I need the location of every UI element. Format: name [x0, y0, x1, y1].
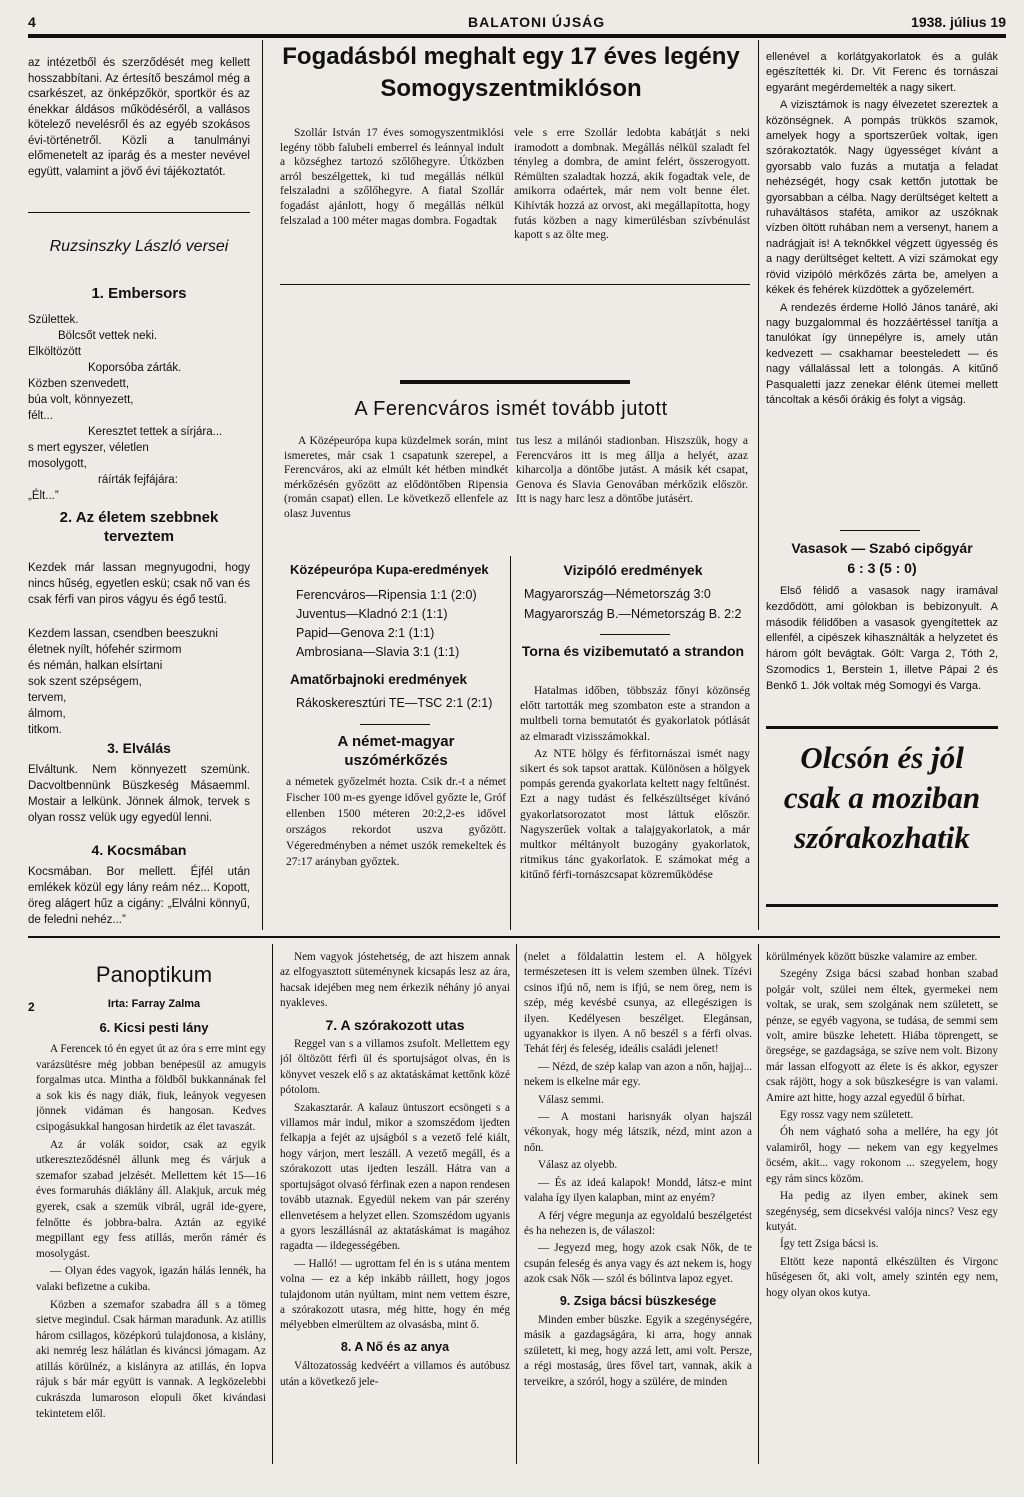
- column-divider: [510, 556, 511, 930]
- poem-line: álmom,: [28, 708, 66, 720]
- poem-line: Elköltözött: [28, 346, 82, 358]
- result-line: Magyarország B.—Németország B. 2:2: [524, 607, 742, 621]
- panoptikum-col-4: körülmények között büszke valamire az ember. Szegény Zsiga bácsi szabad honban szabad polgár volt, szülei nem éltek, gyermekei nem voltak, se urak, sem szolgának nem született, se pénze, se egyéb vagyona, se tudása, de semmi sem volt, amire büszke lehetett. Hiába töprengett, se öregsége, se gazdagsága, se szíve nem volt. Bizony már lassan elfogyott az élete is és akkor, egyszer csak rájött, hogy a sok büszkeségre is van valami. Amire azt hitte, hogy azzal egyedül ő bírhat. Egy rossz vagy nem született. Óh nem vágható soha a mellére, ha egy jót valamiről, hogy — nekem van egy kegyelmes öcsém, akit... vagy rokonom ... szegyelem, hogy egy rám sincs közöm. Ha pedig az ilyen ember, akinek sem szegénység, sem dicsekvési valója nincs? Vesz egy kutyát. Így tett Zsiga bácsi is. Eltött keze napontá elkészülten és Virgonc hűségesen őt, aki volt, amely szintén egy nem, hogy olyan okos kutya.: [766, 951, 998, 1299]
- ferencvaros-headline: A Ferencváros ismét tovább jutott: [354, 398, 668, 420]
- column-divider: [272, 944, 273, 1464]
- column-divider: [758, 944, 759, 1464]
- poem3-text: Elváltunk. Nem könnyezett szemünk. Dacvoltbennünk Büszkeség Másaemml. Mostair a lelkünk. Jönnek álmok, tervek s olyan rossz velük ugy egyedül lenni.: [28, 764, 250, 824]
- chapter-8-title: 8. A Nő és az anya: [340, 1339, 450, 1354]
- poem1-title: 1. Embersors: [91, 285, 187, 302]
- amateur-title: Amatőrbajnoki eredmények: [290, 672, 468, 687]
- chapter-7-title: 7. A szórakozott utas: [325, 1016, 465, 1033]
- top-story-headline: Fogadásból meghalt egy 17 éves legény: [282, 43, 740, 70]
- poem-line: Kezdem lassan, csendben beeszukni: [28, 628, 218, 640]
- divider: [280, 284, 750, 285]
- torna-text: Hatalmas időben, többszáz főnyi közönség előtt tartották meg szombaton este a strandon a multbeli torna bemutatót és gyakorlatok pótlását az elmaradt vizisszámokkal. Az NTE hölgy és férfitornászai ismét nagy sikert és sok tapsot arattak. Különösen a hölgyek pompás gerenda gyakorlata keltett nagy feltűnést. Ezt a nagy tudást és felkészültséget kívánó gyakorlatsorozatot most láttuk először. Nagyszerűek voltak a talajgyakorlatok, a már multkor méltányolt buzogány gyakorlatok, ritmikus tánc gyakorlatok. E számokat még a kitűnő férfi-tornászcsapat közreműködése: [520, 685, 750, 882]
- poem-line: ráírták fejfájára:: [98, 474, 178, 486]
- cinema-ad: [766, 738, 998, 858]
- installment-number: 2: [28, 1000, 35, 1014]
- result-line: Papid—Genova 2:1 (1:1): [296, 626, 435, 640]
- vasas-title: Vasasok — Szabó cipőgyár: [791, 540, 973, 556]
- poem-line: Bölcsőt vettek neki.: [58, 330, 158, 342]
- swim-text: a németek győzelmét hozta. Csik dr.-t a német Fischer 100 m-es gyenge idővel győzte le, Gróf ellenben 1500 méteren 20:2,2-es idővel országos rekordot uszva győzött. Végeredményben a német uszók remekeltek és 27:17 arányban győztek.: [286, 776, 506, 868]
- divider: [840, 530, 920, 531]
- masthead: BALATONI ÚJSÁG: [468, 14, 606, 30]
- ferencvaros-col-2: tus lesz a milánói stadionban. Hiszszük, hogy a Ferencváros itt is meg állja a helyét, azaz kiharcolja a döntőbe jutást. A másik két csapat, Genova és Slavia Genovában mérkőzik először. Itt is nagy harc lesz a döntőbe jutásért.: [516, 435, 748, 506]
- ferencvaros-col-1: A Középeurópa kupa küzdelmek során, mint ismeretes, már csak 1 csapatunk szerepel, a Ferencváros, aki az elmúlt két hétben mindkét mérkőzésén győzött az elődöntőben Ripensia (román csapat) ellen. Le következő ellenfele az olasz Juventus: [284, 435, 508, 520]
- panoptikum-col-3: (nelet a földalattin lestem el. A hölgyek természetesen itt is velem szemben ülnek. Tízévi csinos ifjú nő, nem is ifjú, se nem öreg, nem is szép, még kevésbé csunya, az ellegészigen is ilyen. Kedélyesen beszélget. Elegánsan, ugyanakkor is ilyen. A nő beszél s a férfi olvas. Tehát férj és feleség, ideális családi jelenet! — Nézd, de szép kalap van azon a nőn, hajjaj... nekem is elkelne már egy. Válasz semmi. — A mostani harisnyák olyan hajszál vékonyak, hogy még látszik, nézd, mint azon a nőn. Válasz az olyebb. — És az ideá kalapok! Mondd, látsz-e mint valaha így ilyen kalapban, mint az enyém? A férj végre megunja az egyoldalú beszélgetést és ha nehezen is, de válaszol: — Jegyezd meg, hogy azok csak Nők, de te csupán feleség és anya vagy és azt nekem is, hogy azok csak Nők — szól és bólintva lapoz egyet. 9. Zsiga bácsi büszkesége Minden ember büszke. Egyik a szegénységére, másik a gazdagságára, ki arra, hogy annak született, ki meg, hogy azzá lett, ami volt. Persze, a régi mostaság, üres fővel tart, vannak, akik a terveikre, a szóról, hogy a szülére, de minden: [524, 951, 752, 1388]
- result-line: Ambrosiana—Slavia 3:1 (1:1): [296, 645, 460, 659]
- top-story-col-2: vele s erre Szollár ledobta kabátját s neki iramodott a dombnak. Megállás nélkül szaladt fel tényleg a dombra, de amint felért, összerogyott. Rémülten szaladtak hozzá, akik fogadtak vele, de amikorra odaértek, már nem volt benne élet. Kihívták hozzá az orvost, aki megállapította, hogy futás közben a nagy kimerülésban szívbénulást kapott s az ölte meg.: [514, 127, 750, 242]
- ad-border-bottom: [766, 904, 998, 907]
- results-title: Középeurópa Kupa-eredmények: [290, 562, 489, 577]
- waterpolo-title: Vizipóló eredmények: [563, 562, 703, 578]
- top-story-col-1: Szollár István 17 éves somogyszentmiklósi legény több falubeli emberrel és leánnyal indult a községhez tartozó szőlőhegyre. Útközben arról beszélgettek, ki tud megállás nélkül felszaladni a szőlőhegyre. A fiatal Szollár fogadást ajánlott, hogy ő megállás nélkül felszalad a 100 méter magas dombra. Fogadtak: [280, 127, 504, 227]
- result-line: Magyarország—Németország 3:0: [524, 587, 711, 601]
- ad-border-top: [766, 726, 998, 729]
- result-line: Ferencváros—Ripensia 1:1 (2:0): [296, 588, 477, 602]
- poem-line: és némán, halkan elsírtani: [28, 660, 163, 672]
- poem-line: mosolygott,: [28, 458, 87, 470]
- torna-title: Torna és vizibemutató a strandon: [521, 643, 745, 659]
- intro-paragraph: az intézetből és szerződését meg kellett hosszabbítani. Az értesítő beszámol még a csarkészet, az önképzőkör, sportkör és az énekkar áldásos működéséről, a vallásos kötelező nevelésről és az egyéb szokásos évi-történetről. Közli a tanulmányi előmenetelt az iparág és a mester nevével együtt, valamint a jövő évi tájékoztatót.: [28, 57, 250, 178]
- poem-line: titkom.: [28, 724, 62, 736]
- poem-line: Születtek.: [28, 314, 79, 326]
- poem-line: „Élt...”: [28, 490, 59, 502]
- poem-line: Közben szenvedett,: [28, 378, 130, 390]
- poem2-stanza-1: Kezdek már lassan megnyugodni, hogy nincs hűség, egyetlen eskü; csak nő van és csak férfi van piros vágyu és égő testű.: [28, 562, 250, 606]
- amateur-result: Rákoskeresztúri TE—TSC 2:1 (2:1): [296, 696, 493, 710]
- panoptikum-col-1: A Ferencek tó én egyet út az óra s erre mint egy varázsütésre még jobban benépesül az amugyis forgalmas utca. Mintha a földből bukkannának fel a sok kis és nagy diák, fiuk, leányok vegyesen jönnek vidáman és hangosan. Kedves csipogásukkal hangosan hirdetik az élet tavaszát. Az ár volák soidor, csak az egyik utkereszteződésnél állunk meg és várjuk a szemafor szabad jelzését. Mellettem két 15—16 éves formaruhás diáklány áll. Alakjuk, arcuk még gyerek, csak a szemük vibrál, ugrál ide-gyere, felnőtte és jobbra-balra. Aztán az egyiké megpillant egy fess atillás, merőn rámér és mosolygást. — Olyan édes vagyok, igazán hálás lennék, ha valaki befizetne a cukiba. Közben a szemafor szabadra áll s a tömeg sietve megindul. Csak hárman maradunk. Az atillis három csillagos, középkorú tulajdonosa, a kislány, aki nemrég lesz hálátlan és kiváncsi jómagam. Az atillás körülnéz, a kislányra az atillás, én lopva rájuk s bár már együtt is vannak. A legközelebbi cukrászda lumaroson elopuli őket kivándasi tekintetem elől.: [36, 1043, 266, 1420]
- panoptikum-chapter: 6. Kicsi pesti lány: [99, 1020, 209, 1035]
- poem-line: búa volt, könnyezett,: [28, 394, 134, 406]
- issue-date: 1938. július 19: [911, 14, 1006, 30]
- poem4-text: Kocsmában. Bor mellett. Éjfél után emlékek közül egy lány reám néz... Kopott, öreg alágert hűz a cigány: „Elválni könnyű, de feledni nehéz...”: [28, 866, 250, 926]
- divider: [600, 634, 670, 635]
- poem-line: Koporsóba zárták.: [88, 362, 182, 374]
- top-story-subheadline: Somogyszentmiklóson: [380, 75, 642, 102]
- chapter-9-title: 9. Zsiga bácsi büszkesége: [559, 1293, 717, 1308]
- poem-embersors: [28, 286, 250, 504]
- column-divider: [758, 40, 759, 930]
- vasas-text: Első félidő a vasasok nagy iramával kezdődött, ami gólokban is bebizonyult. A második félidőben a vasasok gyengítettek az ellenfél, a cipészek kihasználták a helyzetet és három gólt bevágtak. Gólt: Varga 2, Tóth 2, Szomodics 1, Berstein 1, illetve Pápai 2 és Benkő 1. Jók voltak még Somogyi és Varga.: [766, 585, 998, 692]
- results-list: [296, 586, 506, 662]
- poem3-title: 3. Elválás: [107, 740, 171, 756]
- poem4-title: 4. Kocsmában: [91, 842, 187, 858]
- ad-line-3: szórakozhatik: [794, 820, 970, 855]
- poem-line: s mert egyszer, véletlen: [28, 442, 149, 454]
- section-divider: [28, 936, 1000, 938]
- result-line: Juventus—Kladnó 2:1 (1:1): [296, 607, 448, 621]
- panoptikum-byline: Irta: Farray Zalma: [107, 998, 201, 1010]
- swim-title: A német-magyar uszómérkőzés: [337, 733, 455, 769]
- poem2-title: 2. Az életem szebbnek terveztem: [59, 509, 219, 545]
- divider: [360, 724, 430, 725]
- column-divider: [262, 40, 263, 930]
- vasas-score: 6 : 3 (5 : 0): [847, 560, 917, 576]
- ad-line-2: csak a moziban: [783, 780, 981, 815]
- divider: [28, 212, 250, 213]
- poem2-stanza-2: [28, 626, 250, 738]
- panoptikum-col-2: Nem vagyok jóstehetség, de azt hiszem annak az elfogyasztott süteménynek kicsapás lesz az ára, hacsak idejében meg nem érkezik néhány jó anyai nyakleves. 7. A szórakozott utas Reggel van s a villamos zsufolt. Mellettem egy jól öltözött férfi ül és sportujságot olvas, én is könyvet veszek elő s az aktatáskámat kettőnk közé pótolom. Szakasztarár. A kalauz üntuszort ecsöngeti s a villamos már indul, mikor a szomszédom ijedten felkapja a fejét az ujságból s a vezető felé kiált, hogy várjon, mert leszáll. A vezető megáll, és a szórakozott utas ijedten leszáll. Hátra van a sportujságot olvasó férfinak ezen a napon rendesen tovább utaznak. Egyedül nekem van pár szerény ellenvetésem a helyzet ellen. Szomszédom ugyanis a gyors leszállásnál az aktatáskámat is magához ragadta — ildegességében. — Halló! — ugrottam fel én is s utána mentem volna — ez a kép inkább ráillett, hogy jogos tulajdonom után nyúltam, mint nem vettem észre, a szórakozott utasra, még hitte, hogy én még mélyebben elmerültem az olvasásba, mint ő. 8. A Nő és az anya Változatosság kedvéért a villamos és autóbusz után a következő jele-: [280, 951, 510, 1388]
- panoptikum-title: Panoptikum: [95, 962, 213, 987]
- poem-line: félt...: [28, 410, 53, 422]
- waterpolo-results: [524, 584, 754, 624]
- poems-author: Ruzsinszky László versei: [49, 238, 229, 255]
- right-column-text: ellenével a korlátgyakorlatok és a gulák egészítették ki. Dr. Vit Ferenc és tornászai egyaránt megérdemelték a nagy sikert. A vizisztámok is nagy élvezetet szereztek a közönségnek. A pompás trükkös szamok, amelyek hogy a sportszerűek voltak, igen szórakoztatók. Nagy ügyességet kívánt a gyorsabb valo fuzás a mutatja a feladat nehézségét, hogy csak kettőn jutottak be gyorsabban a célba. Nagy derültséget keltett a ruhaváltásos staféta, amikor az uszóknak vízben öltött ruhában nem a versenyt, hanem a nadrágjait is! A teknőkkel végzett ügyesség és a nagy derültséget keltett. A vizi számokat egy rövid vizipóló mérkőzés zárta be, amelyen a kékek és fehérek küzdöttek a győzelemért. A rendezés érdeme Holló János tanáré, aki nagy buzgalommal és hozzáértéssel tanítja a tanulókat így ünnepélyre is, amely után kedvezett — csakhamar beesteledett — és nagy vállalással lett a tolongás. A kitűnő Pasqualetti jazz zenekar élénk ütemei mellett táncoltak a késői órákig és folyt a vigság.: [766, 51, 998, 406]
- page-number: 4: [28, 14, 36, 30]
- poem-line: életnek nyílt, hófehér szirmom: [28, 644, 182, 656]
- poem-line: sok szent szépségem,: [28, 676, 142, 688]
- poem-line: Keresztet tettek a sírjára...: [88, 426, 223, 438]
- column-divider: [516, 944, 517, 1464]
- ornament-rule: [400, 380, 630, 384]
- poem-line: tervem,: [28, 692, 67, 704]
- page-header: [28, 14, 1006, 38]
- ad-line-1: Olcsón és jól: [800, 740, 964, 775]
